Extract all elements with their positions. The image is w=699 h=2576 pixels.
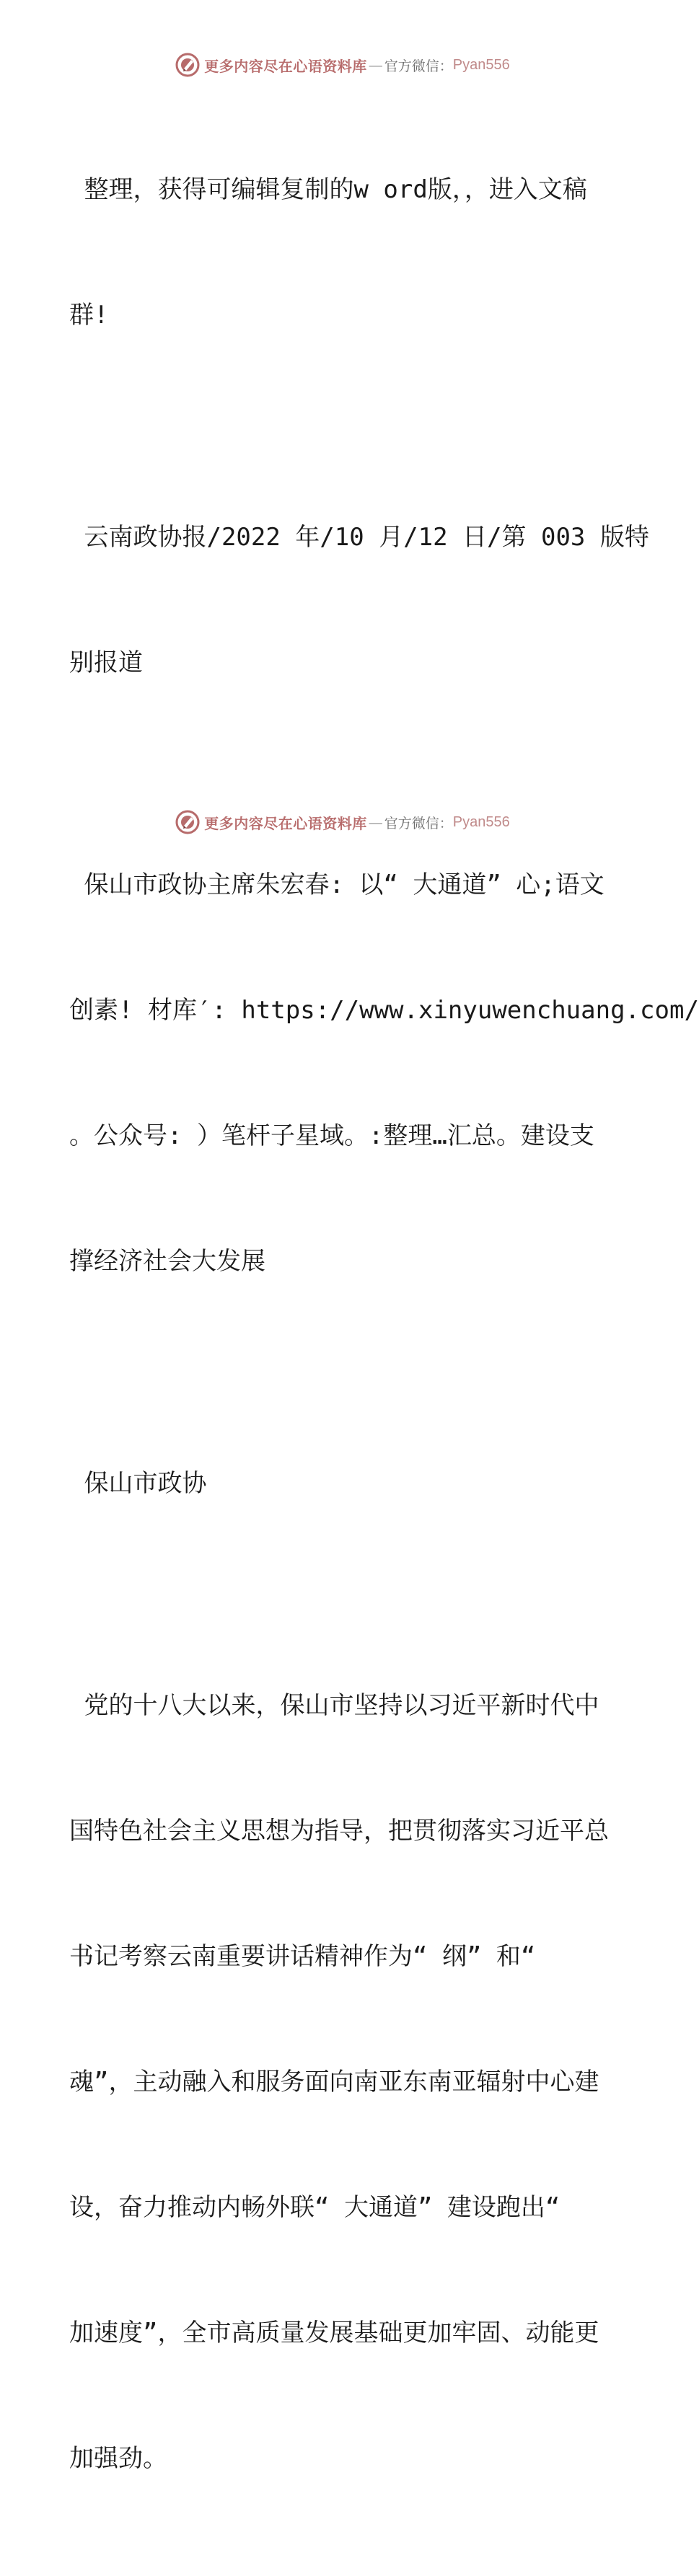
- text-line: 整理，获得可编辑复制的w ord版，，进入文稿: [69, 175, 587, 204]
- header-wechat-label: 官方微信：: [384, 58, 453, 74]
- header-wechat-id: Pyan556: [452, 56, 510, 73]
- text-line: 云南政协报/2022 年/10 月/12 日/第 003 版特: [69, 523, 649, 552]
- text-line: 保山市政协: [69, 1469, 207, 1498]
- paragraph-source: [69, 433, 649, 767]
- document-body: [69, 85, 699, 2576]
- text-line: 魂”，主动融入和服务面向南亚东南亚辐射中心建: [69, 2068, 599, 2096]
- paragraph-body: [69, 1601, 617, 2563]
- header-separator: —: [368, 56, 383, 74]
- text-line: 国特色社会主义思想为指导，把贯彻落实习近平总: [69, 1817, 609, 1845]
- header-site-text: 更多内容尽在心语资料库: [204, 57, 367, 75]
- paragraph-intro: [69, 85, 617, 420]
- paragraph-headline: [69, 780, 699, 1366]
- paragraph-author: [69, 1379, 617, 1588]
- header-banner: [0, 50, 685, 79]
- text-line: 群!: [69, 301, 109, 330]
- pen-logo-icon: [175, 810, 200, 834]
- text-line: 撑经济社会大发展: [69, 1247, 265, 1276]
- footer-wechat-id: Pyan556: [452, 813, 510, 830]
- text-line: 党的十八大以来，保山市坚持以习近平新时代中: [69, 1691, 599, 1720]
- text-line: 保山市政协主席朱宏春: 以“ 大通道” 心;语文: [69, 870, 605, 899]
- pen-logo-icon: [175, 53, 200, 77]
- text-line: 加强劲。: [69, 2444, 167, 2473]
- text-line: 。公众号: ）笔杆子星域。:整理…汇总。建设支: [69, 1121, 594, 1150]
- text-line: 书记考察云南重要讲话精神作为“ 纲” 和“: [69, 1942, 536, 1971]
- footer-wechat-label: 官方微信：: [384, 815, 453, 832]
- footer-banner: [0, 808, 685, 837]
- text-line: 设，奋力推动内畅外联“ 大通道” 建设跑出“: [69, 2193, 560, 2222]
- text-line: 加速度”，全市高质量发展基础更加牢固、动能更: [69, 2319, 599, 2347]
- footer-separator: —: [368, 813, 383, 831]
- footer-site-text: 更多内容尽在心语资料库: [204, 814, 367, 832]
- text-line: 创素! 材库′: https://www.xinyuwenchuang.com/: [69, 996, 699, 1025]
- text-line: 别报道: [69, 648, 143, 677]
